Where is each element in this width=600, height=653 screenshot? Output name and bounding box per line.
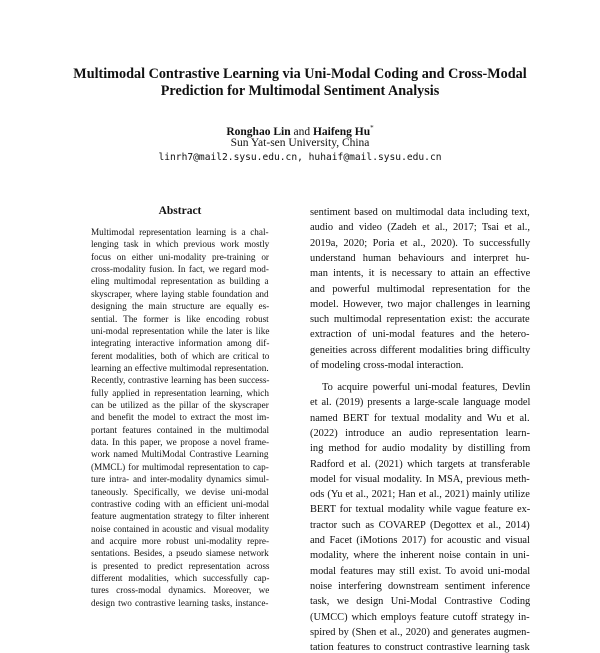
text-line: noise contained in acoustic and visual modality (91, 523, 270, 534)
affiliation: Sun Yat-sen University, China (230, 137, 370, 149)
text-line: noise interfering downstream sentiment inference (310, 580, 531, 592)
text-line: tures cross-modal dynamics. Moreover, we (91, 585, 270, 596)
text-line: and powerful multimodal representation for the (310, 283, 531, 295)
text-line: ods (Yu et al., 2021; Han et al., 2021) mainly utilize (310, 489, 530, 501)
paper-title (40, 66, 560, 100)
text-line: ture intra- and inter-modality dynamics simul- (91, 474, 269, 485)
text-line: such multimodal representation exist: the accurate (310, 314, 530, 326)
text-line: eling multimodal representation as building a (91, 276, 269, 287)
text-line: feature augmentation strategy to filter inherent (91, 511, 270, 522)
text-line: task, we design Uni-Modal Contrastive Coding (310, 596, 531, 608)
text-line: portant features contained in the multimodal (91, 424, 270, 435)
text-line: (2022) introduce an audio representation learn- (310, 427, 530, 439)
text-line: BERT for textual modality while vague feature ex- (310, 504, 531, 516)
text-line: and acquire more robust uni-modality repre- (91, 536, 270, 546)
text-line: integrating interactive information among dif- (91, 338, 270, 349)
text-line: tation features to construct contrastive learning task (310, 642, 530, 653)
text-line: ferent modalities, both of which are critical to (91, 350, 270, 361)
text-line: skyscraper, where laying stable foundation and (91, 288, 269, 299)
text-line: model. However, two major challenges in learning (310, 298, 531, 310)
text-line: and benefit the model to extract the most im- (91, 412, 270, 423)
text-line: lenging task in which previous work mostly (91, 239, 270, 250)
text-line: sential. The former is like encoding robust (91, 313, 269, 324)
text-line: (MMCL) for multimodal representation to cap- (91, 461, 269, 472)
text-line: modal features may still exist. To avoid uni-modal (310, 565, 531, 577)
text-line: sentiment based on multimodal data including text, (310, 207, 530, 218)
text-line: focus on either uni-modality pre-training or (91, 251, 269, 262)
text-line: sentations. Besides, a pseudo siamese network (91, 548, 269, 559)
text-line: contrastive coding with an efficient uni-modal (91, 498, 270, 509)
text-line: To acquire powerful uni-modal features, Devlin (322, 382, 531, 393)
text-line: learning an effective multimodal representation. (91, 362, 269, 373)
author-name: Haifeng Hu (312, 125, 371, 138)
text-line: and Facet (iMotions 2017) for acoustic and visual (310, 535, 530, 546)
abstract-heading: Abstract (158, 205, 202, 217)
title-line-2: Prediction for Multimodal Sentiment Analysis (160, 83, 440, 99)
text-line: is presented to predict representation across (91, 560, 270, 571)
text-line: different modalities, which successfully cap- (91, 573, 270, 584)
text-line: audio and video (Zadeh et al., 2017; Tsai et al., (310, 222, 531, 234)
text-line: Multimodal representation learning is a chal- (91, 227, 269, 237)
text-line: named BERT for textual modality and Wu et al. (310, 412, 530, 424)
author-emails: linrh7@mail2.sysu.edu.cn, huhaif@mail.sysu.edu.cn (158, 152, 442, 163)
text-line: can be utilized as the pillar of the skyscraper (91, 400, 269, 411)
author-name: Ronghao Lin (226, 125, 291, 138)
text-line: ing method for audio modality by distilling from (310, 443, 531, 455)
author-conjunction: and (293, 125, 311, 138)
text-line: understand human behaviours and interpret hu- (310, 252, 530, 264)
text-line: 2019a, 2020; Poria et al., 2020). To successfully (310, 237, 531, 249)
text-line: designing the main structure are equally es- (91, 301, 270, 312)
text-line: spired by (Shen et al., 2020) and generates augmen- (310, 626, 530, 638)
text-line: cross-modality fusion. In fact, we regard mod- (91, 264, 269, 275)
text-line: et al. (2019) presents a large-scale language model (310, 397, 531, 409)
text-line: Recently, contrastive learning has been success- (91, 375, 270, 386)
text-line: design two contrastive learning tasks, instance- (91, 597, 269, 608)
text-line: modality, where the inherent noise contain in uni- (310, 550, 530, 562)
text-line: Radford et al. (2021) which targets at transferable (310, 458, 530, 470)
text-line: model for visual modality. In MSA, previous meth- (310, 473, 530, 485)
text-line: uni-modal representation while the later is like (91, 325, 270, 336)
text-line: extraction of uni-modal features and the hetero- (310, 329, 530, 341)
text-line: taneously. Specifically, we devise uni-modal (91, 486, 269, 497)
text-line: man intents, it is necessary to attain an effective (310, 268, 531, 280)
text-line: of modeling cross-modal interaction. (310, 360, 464, 371)
text-line: geneities across different modalities bring difficulty (310, 344, 531, 356)
corresponding-mark: * (370, 124, 374, 132)
text-line: fully applied in representation learning, which (91, 387, 269, 398)
text-line: data. In this paper, we propose a novel frame- (91, 437, 270, 448)
text-line: (UMCC) which employs feature cutoff strategy in- (310, 611, 530, 623)
text-line: tractor such as COVAREP (Degottex et al., 2014) (310, 519, 530, 531)
title-line-1: Multimodal Contrastive Learning via Uni-Modal Coding and Cross-Modal (73, 66, 527, 82)
text-line: work named MultiModal Contrastive Learning (91, 449, 269, 460)
